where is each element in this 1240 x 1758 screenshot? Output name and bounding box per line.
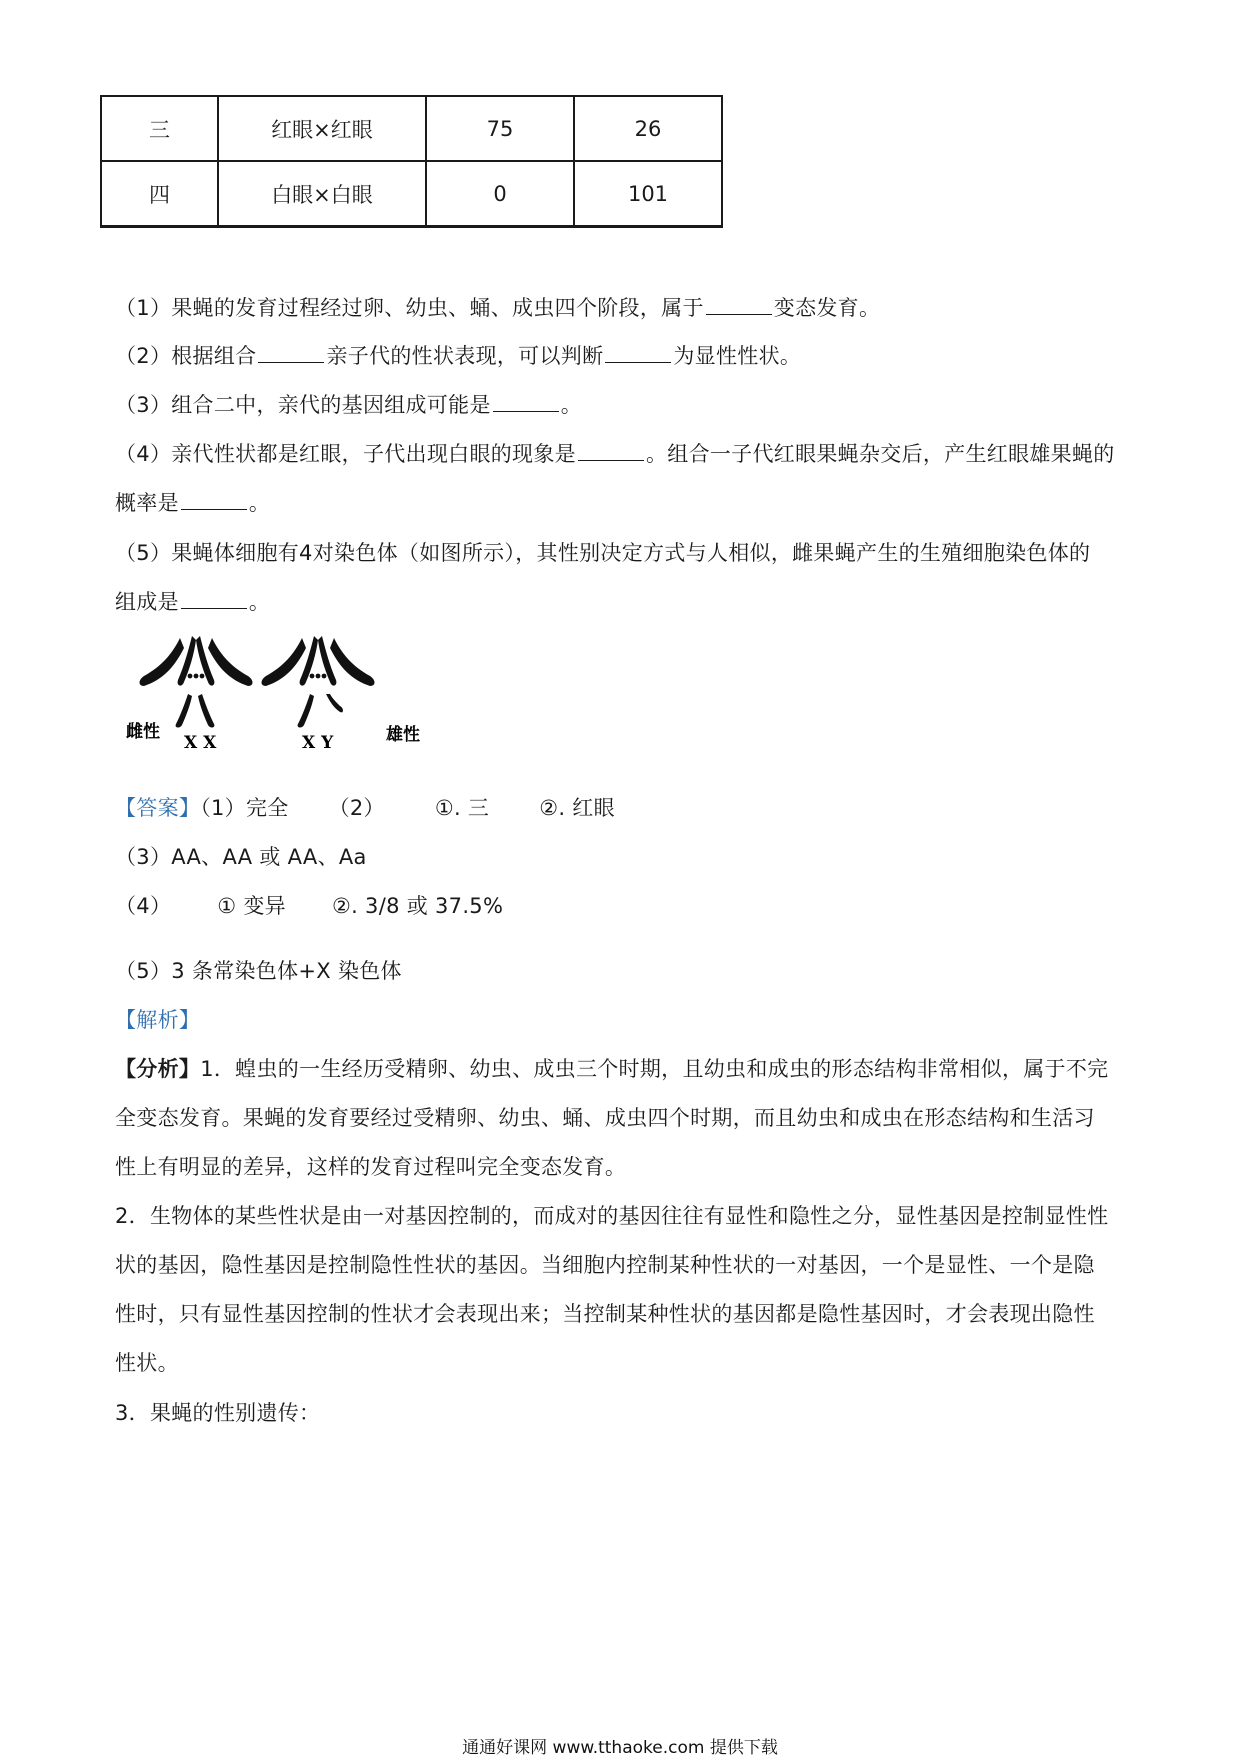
answer-blank xyxy=(605,341,671,363)
question-2: （2）根据组合 亲子代的性状表现，可以判断 为显性性状。 xyxy=(115,340,801,370)
question-4-cont: 概率是 。 xyxy=(115,487,270,517)
answer-blank xyxy=(258,341,324,363)
answer-blank xyxy=(493,390,559,412)
answer-blank xyxy=(181,587,247,609)
analysis-tag: 【解析】 xyxy=(115,1008,201,1032)
analysis-p2-line-4: 性状。 xyxy=(115,1351,179,1375)
question-1: （1）果蝇的发育过程经过卵、幼虫、蛹、成虫四个阶段，属于 变态发育。 xyxy=(115,292,880,322)
analysis-p2-line-1: 2．生物体的某些性状是由一对基因控制的，而成对的基因往往有显性和隐性之分，显性基因是控制显性性 xyxy=(115,1204,1109,1228)
male-chromosomes xyxy=(262,636,375,728)
answer-blank xyxy=(578,439,644,461)
white-count-cell: 26 xyxy=(574,96,722,161)
parents-cell: 白眼×白眼 xyxy=(218,161,426,227)
answer-tag: 【答案】 xyxy=(115,796,201,820)
answer-line-4: （4） ① 变异 ②. 3/8 或 37.5% xyxy=(115,894,504,918)
analysis-p1-line-2: 全变态发育。果蝇的发育要经过受精卵、幼虫、蛹、成虫四个时期，而且幼虫和成虫在形态结构和生活习 xyxy=(115,1106,1095,1130)
analysis-p2-line-2: 状的基因，隐性基因是控制隐性性状的基因。当细胞内控制某种性状的一对基因，一个是显性、一个是隐 xyxy=(115,1253,1095,1277)
table-row xyxy=(101,96,722,161)
parents-cell: 红眼×红眼 xyxy=(218,96,426,161)
group-cell: 三 xyxy=(101,96,218,161)
male-label: 雄性 xyxy=(386,725,420,745)
male-sex-chromosomes: X Y xyxy=(302,733,334,753)
question-5-cont: 组成是 。 xyxy=(115,586,270,616)
group-cell: 四 xyxy=(101,161,218,227)
analysis-p3-line-1: 3．果蝇的性别遗传： xyxy=(115,1401,321,1425)
answer-line-5: （5）3 条常染色体+X 染色体 xyxy=(115,959,402,983)
question-5: （5）果蝇体细胞有4对染色体（如图所示），其性别决定方式与人相似，雌果蝇产生的生殖细胞染色体的 xyxy=(115,541,1091,565)
red-count-cell: 75 xyxy=(426,96,574,161)
answer-line-3: （3）AA、AA 或 AA、Aa xyxy=(115,845,367,869)
chromosome-figure xyxy=(122,632,442,757)
answer-line-1: 【答案】（1）完全 （2） ①. 三 ②. 红眼 xyxy=(115,796,615,820)
female-sex-chromosomes: X X xyxy=(184,733,217,753)
question-3: （3）组合二中，亲代的基因组成可能是 。 xyxy=(115,389,582,419)
red-count-cell: 0 xyxy=(426,161,574,227)
analysis-p2-line-3: 性时，只有显性基因控制的性状才会表现出来；当控制某种性状的基因都是隐性基因时，才会表现出隐性 xyxy=(115,1302,1095,1326)
answer-blank xyxy=(706,293,772,315)
female-chromosomes xyxy=(140,636,253,728)
analysis-p1-line-3: 性上有明显的差异，这样的发育过程叫完全变态发育。 xyxy=(115,1155,627,1179)
page-footer: 通通好课网 www.tthaoke.com 提供下载 xyxy=(462,1738,778,1758)
white-count-cell: 101 xyxy=(574,161,722,227)
table-row xyxy=(101,161,722,227)
cross-results-table xyxy=(100,95,723,228)
answer-blank xyxy=(181,488,247,510)
question-4: （4）亲代性状都是红眼，子代出现白眼的现象是 。组合一子代红眼果蝇杂交后，产生红眼雄果蝇的 xyxy=(115,438,1115,468)
female-label: 雌性 xyxy=(126,722,160,742)
analysis-heading xyxy=(115,1004,200,1034)
analysis-p1-line-1: 【分析】1．蝗虫的一生经历受精卵、幼虫、成虫三个时期，且幼虫和成虫的形态结构非常相似，属于不完 xyxy=(115,1057,1109,1081)
